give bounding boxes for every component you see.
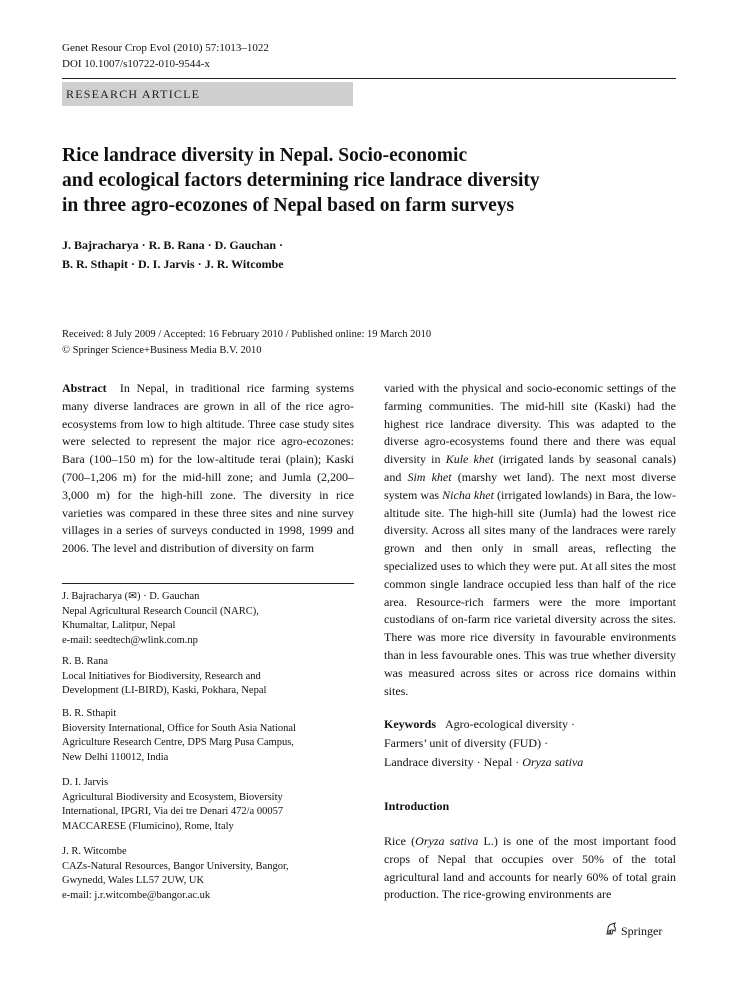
title-line: in three agro-ecozones of Nepal based on farm surveys <box>62 195 515 216</box>
springer-horse-icon <box>604 922 618 940</box>
doi: DOI 10.1007/s10722-010-9544-x <box>62 58 210 70</box>
keywords-line: Landrace diversity · Nepal · <box>384 755 520 769</box>
affiliation-line: B. R. Sthapit <box>62 708 117 719</box>
affiliation-line: Bioversity International, Office for South Asia National <box>62 722 296 734</box>
affiliation-line: Agricultural Biodiversity and Ecosystem, Bioversity <box>62 791 283 803</box>
affiliation-line: New Delhi 110012, India <box>62 751 169 763</box>
affiliation-line: MACCARESE (Flumicino), Rome, Italy <box>62 820 234 832</box>
affiliation-block <box>62 845 354 903</box>
affiliation-line: CAZs-Natural Resources, Bangor University, Bangor, <box>62 860 289 872</box>
affiliation-line: J. Bajracharya (✉) · D. Gauchan <box>62 591 200 602</box>
keywords-line: Agro-ecological diversity · <box>445 717 575 731</box>
email-link[interactable]: e-mail: j.r.witcombe@bangor.ac.uk <box>62 889 211 901</box>
title-line: Rice landrace diversity in Nepal. Socio-economic <box>62 145 468 166</box>
abstract-text: varied with the physical and socio-economic settings of the farming communities. The mid-hill site (Kaski) had the highest rice landrace diversity. This was adapted to the diverse agro-ecosystems found there and there was equal diversity in <box>384 381 676 467</box>
author-line: J. Bajracharya · R. B. Rana · D. Gauchan · <box>62 238 284 252</box>
email-link[interactable]: e-mail: seedtech@wlink.com.np <box>62 634 198 646</box>
affiliation-block <box>62 590 354 648</box>
keywords-heading: Keywords <box>384 717 436 731</box>
journal-header <box>62 40 269 72</box>
author-line: B. R. Sthapit · D. I. Jarvis · J. R. Witcombe <box>62 257 284 271</box>
header-rule <box>62 78 676 79</box>
term-sim-khet: Sim khet <box>407 469 452 484</box>
affiliation-line: Local Initiatives for Biodiversity, Research and <box>62 670 261 682</box>
affiliation-line: Development (LI-BIRD), Kaski, Pokhara, Nepal <box>62 685 267 696</box>
author-list <box>62 236 662 274</box>
term-nicha-khet: Nicha khet <box>442 487 494 502</box>
affiliation-block <box>62 707 354 765</box>
publisher-name: Springer <box>621 923 663 938</box>
term-kule-khet: Kule khet <box>445 452 494 467</box>
abstract-text: (irrigated lands by seasonal canals) and <box>384 452 677 484</box>
journal-citation: Genet Resour Crop Evol (2010) 57:1013–1022 <box>62 42 269 54</box>
copyright-line: © Springer Science+Business Media B.V. 2010 <box>62 345 262 356</box>
affiliation-line: International, IPGRI, Via dei tre Denari 472/a 00057 <box>62 806 284 817</box>
affiliation-line: Gwynedd, Wales LL57 2UW, UK <box>62 875 205 886</box>
keywords-block <box>384 715 676 772</box>
keywords-line: Farmers’ unit of diversity (FUD) · <box>384 736 549 750</box>
intro-species: Oryza sativa <box>415 834 479 848</box>
intro-text: Rice ( <box>384 834 416 848</box>
affiliation-line: Nepal Agricultural Research Council (NARC), <box>62 605 259 617</box>
affiliation-line: Agriculture Research Centre, DPS Marg Pusa Campus, <box>62 737 294 748</box>
affiliation-line: D. I. Jarvis <box>62 777 109 788</box>
dates-line: Received: 8 July 2009 / Accepted: 16 February 2010 / Published online: 19 March 2010 <box>62 329 432 340</box>
publication-dates <box>62 327 682 359</box>
introduction-heading: Introduction <box>384 799 450 813</box>
keyword-oryza: Oryza sativa <box>522 755 584 769</box>
abstract-heading: Abstract <box>62 381 107 395</box>
abstract-text: In Nepal, in traditional rice farming systems many diverse landraces are grown in all of the rice agro-ecosystems from low to high altitude. Three case study sites were selected to represent the major rice agro-ecozones: Bara (100–150 m) for the low-altitude terai (plain); Kaski (700–1,206 m) for the mid-hill zone; and Jumla (2,200–3,000 m) for the high-hill zone. The diversity in rice varieties was compared in these three sites and nine survey villages in a series of surveys conducted in 1998, 1999 and 2006. The level and distribution of diversity on farm <box>62 381 354 556</box>
abstract-text: (marshy wet land). The next most diverse system was <box>384 469 676 502</box>
article-type-banner: RESEARCH ARTICLE <box>62 82 353 106</box>
affiliation-line: Khumaltar, Lalitpur, Nepal <box>62 620 176 631</box>
affiliation-block <box>62 655 354 699</box>
affiliation-rule <box>62 583 354 584</box>
abstract-left-column <box>62 380 354 558</box>
abstract-right-column <box>384 380 676 700</box>
affiliation-line: R. B. Rana <box>62 656 109 667</box>
intro-text: L.) is one of the most important food crops of Nepal that occupies over 50% of the total agricultural land and accounts for nearly 60% of total grain production. The rice-growing environments are <box>384 834 676 902</box>
abstract-text: (irrigated lowlands) in Bara, the low-altitude site. The high-hill site (Jumla) had the lowest rice diversity. Across all sites many of the landraces were rarely grown and then only in small areas, reflecting the specialized uses to which they were put. At all sites the most common single landrace occupied less than half of the rice area. Resource-rich farmers were the more important custodians of on-farm rice varietal diversity across the sites. There was more rice diversity in favourable environments than in less favourable ones. This was true whether diversity was measured across sites or across rice domains within sites. <box>384 487 677 698</box>
affiliation-line: J. R. Witcombe <box>62 846 127 857</box>
article-title <box>62 143 662 218</box>
introduction-text <box>384 833 676 904</box>
title-line: and ecological factors determining rice landrace diversity <box>62 170 540 191</box>
affiliation-block <box>62 776 354 834</box>
publisher-footer <box>604 922 662 940</box>
